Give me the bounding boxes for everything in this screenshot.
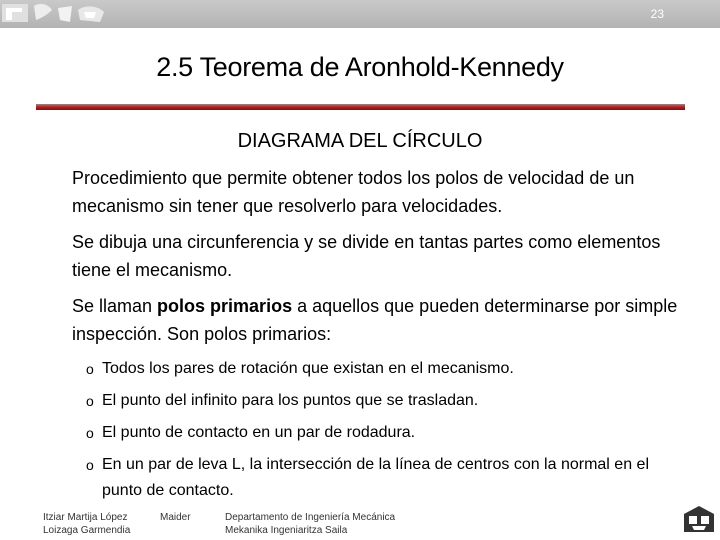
- page-number: 23: [650, 7, 664, 21]
- bullet-marker: o: [86, 361, 94, 377]
- primary-poles-list: [86, 356, 686, 510]
- list-item-text: El punto de contacto en un par de rodadura.: [102, 424, 416, 441]
- university-emblem-icon: [680, 502, 718, 538]
- paragraph-primary-poles-post: a aquellos que pueden determinarse por simple inspección. Son polos primarios:: [72, 296, 678, 344]
- list-item: [86, 452, 686, 504]
- list-item-text: En un par de leva L, la intersección de la línea de centros con la normal en el punto de contacto.: [102, 456, 649, 499]
- header-band: [0, 0, 720, 28]
- university-logo-icon: [0, 0, 110, 28]
- bullet-marker: o: [86, 393, 94, 409]
- footer-author-line-1: Itziar Martija López: [43, 512, 128, 523]
- footer-city: Maider: [160, 512, 191, 523]
- list-item-text: El punto del infinito para los puntos que se trasladan.: [102, 392, 479, 409]
- footer-authors: [43, 511, 130, 537]
- list-item: [86, 420, 686, 446]
- footer-department-es: Departamento de Ingeniería Mecánica: [225, 512, 396, 523]
- list-item: [86, 388, 686, 414]
- paragraph-primary-poles-pre: Se llaman: [72, 296, 158, 316]
- primary-poles-term: polos primarios: [157, 296, 293, 316]
- title-divider: [36, 104, 685, 110]
- bullet-marker: o: [86, 457, 94, 473]
- footer-department: [225, 511, 395, 537]
- section-heading: DIAGRAMA DEL CÍRCULO: [237, 130, 483, 152]
- paragraph-primary-poles: [72, 292, 682, 348]
- paragraph-circle: Se dibuja una circunferencia y se divide en tantas partes como elementos tiene el mecanismo.: [72, 232, 661, 280]
- footer-author-line-2: Loizaga Garmendia: [43, 525, 131, 536]
- list-item: [86, 356, 686, 382]
- list-item-text: Todos los pares de rotación que existan en el mecanismo.: [102, 360, 514, 377]
- paragraph-procedure: Procedimiento que permite obtener todos los polos de velocidad de un mecanismo sin tener que resolverlo para velocidades.: [72, 168, 635, 216]
- slide-title: 2.5 Teorema de Aronhold-Kennedy: [156, 52, 564, 82]
- bullet-marker: o: [86, 425, 94, 441]
- footer-department-eu: Mekanika Ingeniaritza Saila: [225, 525, 348, 536]
